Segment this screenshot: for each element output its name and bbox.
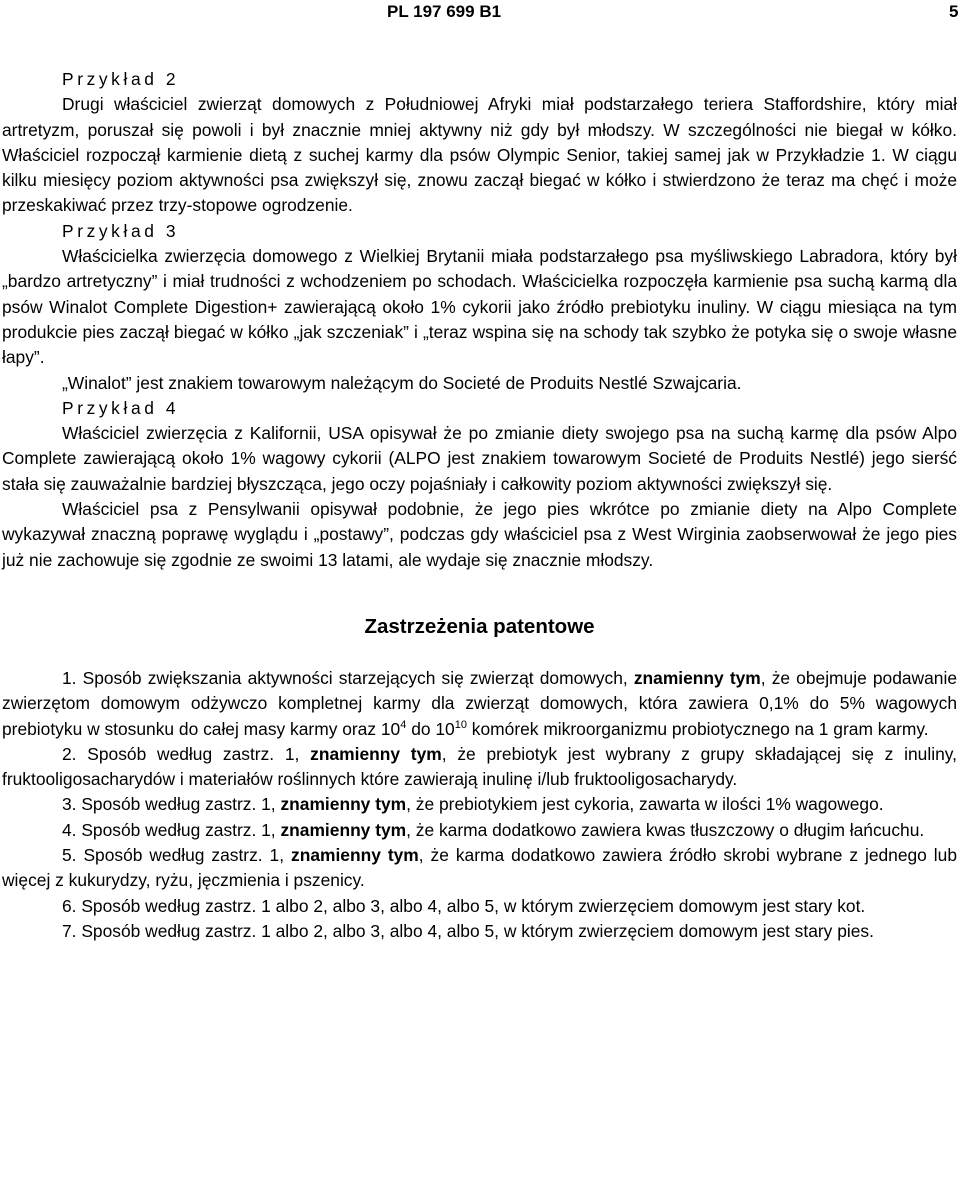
example-3-trademark-note: „Winalot” jest znakiem towarowym należącym do Societé de Produits Nestlé Szwajcaria.	[62, 372, 742, 393]
example-3-heading: Przykład 3	[62, 220, 180, 241]
example-3-text: Właścicielka zwierzęcia domowego z Wielkiej Brytanii miała podstarzałego psa myśliwskiego Labradora, który był „bardzo artretyczny” i miał trudności z wchodzeniem po schodach. Właścicielka rozpoczęła karmienie psa suchą karmą dla psów Winalot Complete Digestion+ zawierającą około 1% cykorii jako źródło prebiotyku inuliny. W ciągu miesiąca na tym produkcie pies zaczął biegać w kółko „jak szczeniak” i „teraz wspina się na schody tak szybko że potyka się o swoje własne łapy”.	[2, 246, 957, 368]
example-2-text: Drugi właściciel zwierząt domowych z Południowej Afryki miał podstarzałego teriera Staffordshire, który miał artretyzm, poruszał się powoli i był znacznie mniej aktywny niż gdy był młodszy. W szczególności nie biegał w kółko. Właściciel rozpoczął karmienie dietą z suchej karmy dla psów Olympic Senior, takiej samej jak w Przykładzie 1. W ciągu kilku miesięcy poziom aktywności psa zwiększył się, znowu zaczął biegać w kółko i stwierdzono że teraz ma chęć i może przeskakiwać przez trzy-stopowe ogrodzenie.	[2, 94, 957, 216]
page-header	[0, 2, 960, 26]
claim-5: 5. Sposób według zastrz. 1, znamienny tym, że karma dodatkowo zawiera źródło skrobi wybrane z jednego lub więcej z kukurydzy, ryżu, jęczmienia i pszenicy.	[2, 845, 957, 891]
claim-1: 1. Sposób zwiększania aktywności starzejących się zwierząt domowych, znamienny tym, że obejmuje podawanie zwierzętom domowym odżywczo kompletnej karmy dla zwierząt domowych, która zawiera 0,1% do 5% wagowych prebiotyku w stosunku do całej masy karmy oraz $10^4$ do $10^{10}$ komórek mikroorganizmu probiotycznego na 1 gram karmy.	[2, 667, 957, 739]
example-4-heading: Przykład 4	[62, 397, 180, 418]
claim-3: 3. Sposób według zastrz. 1, znamienny tym, że prebiotykiem jest cykoria, zawarta w ilości 1% wagowego.	[62, 794, 884, 815]
page-number: 5	[949, 2, 959, 21]
claim-2: 2. Sposób według zastrz. 1, znamienny tym, że prebiotyk jest wybrany z grupy składającej się z inuliny, fruktooligosacharydów i materiałów roślinnych które zawierają inulinę i/lub fruktooligosacharydy.	[2, 743, 957, 790]
claim-6: 6. Sposób według zastrz. 1 albo 2, albo 3, albo 4, albo 5, w którym zwierzęciem domowym jest stary kot.	[62, 895, 866, 916]
document-body	[2, 67, 957, 944]
patent-number: PL 197 699 B1	[387, 2, 502, 21]
claims-title: Zastrzeżenia patentowe	[364, 614, 595, 638]
example-2-heading: Przykład 2	[62, 69, 180, 89]
claim-7: 7. Sposób według zastrz. 1 albo 2, albo 3, albo 4, albo 5, w którym zwierzęciem domowym jest stary pies.	[62, 920, 874, 941]
example-4-text-2: Właściciel psa z Pensylwanii opisywał podobnie, że jego pies wkrótce po zmianie diety na Alpo Complete wykazywał znaczną poprawę wyglądu i „postawy”, podczas gdy właściciel psa z West Wirginia zaobserwował że jego pies już nie zachowuje się zgodnie ze swoimi 13 latami, ale wydaje się znacznie młodszy.	[2, 499, 957, 570]
example-4-text-1: Właściciel zwierzęcia z Kalifornii, USA opisywał że po zmianie diety swojego psa na suchą karmę dla psów Alpo Complete zawierającą około 1% wagowy cykorii (ALPO jest znakiem towarowym Societé de Produits Nestlé) jego sierść stała się zauważalnie bardziej błyszcząca, jego oczy pojaśniały i całkowity poziom aktywności zwiększył się.	[2, 423, 957, 494]
claim-4: 4. Sposób według zastrz. 1, znamienny tym, że karma dodatkowo zawiera kwas tłuszczowy o długim łańcuchu.	[62, 819, 925, 840]
